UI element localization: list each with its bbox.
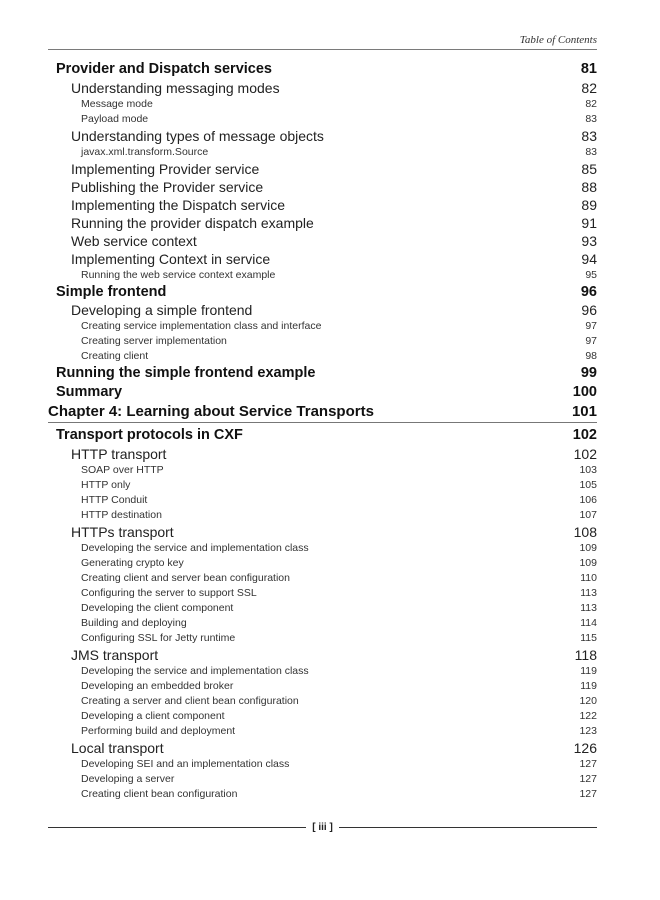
toc-entry-title: Provider and Dispatch services bbox=[56, 61, 272, 77]
toc-entry[interactable] bbox=[48, 250, 597, 268]
toc-entry[interactable] bbox=[48, 232, 597, 250]
toc-entry-title: Implementing Provider service bbox=[71, 160, 260, 177]
toc-entry-page: 98 bbox=[585, 350, 597, 362]
toc-entry[interactable] bbox=[48, 463, 597, 478]
toc-entry-page: 122 bbox=[579, 709, 597, 722]
toc-entry-title: Understanding types of message objects bbox=[71, 127, 324, 144]
toc-chapter-entry[interactable] bbox=[48, 401, 597, 423]
toc-entry-title: HTTP Conduit bbox=[81, 493, 148, 506]
toc-entry-title: Developing the client component bbox=[81, 601, 234, 614]
toc-entry-title: Developing the service and implementation class bbox=[81, 664, 309, 677]
toc-entry-title: Developing the service and implementation class bbox=[81, 541, 309, 554]
toc-entry-page: 105 bbox=[579, 478, 597, 491]
toc-entry[interactable] bbox=[48, 478, 597, 493]
toc-entry[interactable] bbox=[48, 97, 597, 112]
toc-entry-title: javax.xml.transform.Source bbox=[81, 145, 209, 158]
toc-entry[interactable] bbox=[48, 196, 597, 214]
header-rule bbox=[48, 49, 597, 50]
toc-entry-page: 94 bbox=[581, 250, 597, 267]
table-of-contents bbox=[48, 60, 597, 802]
toc-entry-page: 127 bbox=[579, 757, 597, 770]
toc-entry-title: SOAP over HTTP bbox=[81, 463, 164, 476]
toc-entry-page: 114 bbox=[580, 616, 597, 629]
toc-entry[interactable] bbox=[48, 283, 597, 302]
toc-entry[interactable] bbox=[48, 319, 597, 334]
toc-entry-page: 85 bbox=[581, 160, 597, 177]
toc-entry-page: 127 bbox=[579, 787, 597, 800]
toc-entry-title: Developing a simple frontend bbox=[71, 302, 253, 318]
toc-entry-page: 119 bbox=[580, 664, 597, 677]
toc-entry-page: 83 bbox=[585, 145, 597, 158]
toc-entry-page: 82 bbox=[581, 79, 597, 96]
toc-entry-page: 95 bbox=[585, 268, 597, 281]
toc-entry[interactable] bbox=[48, 178, 597, 196]
toc-entry-title: Local transport bbox=[71, 739, 164, 756]
toc-entry-title: JMS transport bbox=[71, 646, 159, 663]
toc-entry[interactable] bbox=[48, 60, 597, 79]
toc-entry-page: 89 bbox=[581, 196, 597, 213]
toc-entry-title: HTTPs transport bbox=[71, 523, 174, 540]
toc-entry-page: 127 bbox=[579, 772, 597, 785]
toc-entry[interactable] bbox=[48, 724, 597, 739]
toc-entry[interactable] bbox=[48, 445, 597, 463]
toc-entry[interactable] bbox=[48, 364, 597, 383]
toc-entry[interactable] bbox=[48, 772, 597, 787]
toc-entry-page: 91 bbox=[581, 214, 597, 231]
toc-entry[interactable] bbox=[48, 757, 597, 772]
toc-entry-page: 83 bbox=[581, 127, 597, 144]
toc-entry-page: 99 bbox=[580, 365, 597, 381]
footer-rule-left bbox=[48, 827, 306, 828]
toc-entry[interactable] bbox=[48, 739, 597, 757]
toc-entry-page: 123 bbox=[579, 724, 597, 737]
toc-entry-page: 118 bbox=[574, 646, 597, 663]
toc-entry-page: 113 bbox=[580, 586, 597, 599]
footer-rule-right bbox=[339, 827, 597, 828]
toc-entry-page: 88 bbox=[581, 178, 597, 195]
toc-entry-title: Publishing the Provider service bbox=[71, 178, 264, 195]
toc-entry-title: Implementing Context in service bbox=[71, 250, 271, 267]
page-footer bbox=[48, 822, 597, 833]
toc-entry-title: Creating client and server bean configuration bbox=[81, 571, 290, 584]
toc-entry[interactable] bbox=[48, 523, 597, 541]
toc-entry[interactable] bbox=[48, 79, 597, 97]
toc-entry-title: Developing a client component bbox=[81, 709, 225, 722]
toc-entry-title: Message mode bbox=[81, 97, 153, 110]
toc-entry-title: HTTP transport bbox=[71, 445, 167, 462]
toc-entry[interactable] bbox=[48, 112, 597, 127]
toc-entry-page: 120 bbox=[579, 694, 597, 707]
toc-entry-title: Running the simple frontend example bbox=[56, 365, 316, 381]
toc-entry[interactable] bbox=[48, 556, 597, 571]
toc-entry-page: 83 bbox=[585, 112, 597, 125]
toc-entry[interactable] bbox=[48, 145, 597, 160]
toc-entry-page: 97 bbox=[585, 335, 597, 347]
toc-entry-title: Generating crypto key bbox=[81, 556, 184, 569]
toc-entry-page: 110 bbox=[580, 571, 597, 584]
toc-entry-title: Implementing the Dispatch service bbox=[71, 196, 285, 213]
toc-entry-title: HTTP destination bbox=[81, 508, 162, 521]
toc-entry[interactable] bbox=[48, 709, 597, 724]
toc-entry[interactable] bbox=[48, 631, 597, 646]
toc-entry[interactable] bbox=[48, 586, 597, 601]
toc-entry-title: Creating client bean configuration bbox=[81, 787, 238, 800]
toc-entry[interactable] bbox=[48, 160, 597, 178]
toc-entry-title: Developing SEI and an implementation class bbox=[81, 757, 290, 770]
toc-entry-page: 97 bbox=[585, 320, 597, 332]
toc-entry-page: 109 bbox=[579, 556, 597, 569]
toc-entry-page: 119 bbox=[580, 679, 597, 692]
toc-entry-page: 100 bbox=[572, 383, 597, 400]
toc-entry[interactable] bbox=[48, 334, 597, 349]
toc-entry[interactable] bbox=[48, 383, 597, 402]
toc-entry[interactable] bbox=[48, 571, 597, 586]
toc-entry-title: Chapter 4: Learning about Service Transports bbox=[48, 403, 374, 420]
toc-entry[interactable] bbox=[48, 349, 597, 364]
toc-entry-title: Understanding messaging modes bbox=[71, 79, 280, 96]
toc-entry[interactable] bbox=[48, 301, 597, 319]
toc-entry-title: Summary bbox=[56, 383, 123, 400]
toc-entry-page: 82 bbox=[585, 97, 597, 110]
toc-entry-title: Configuring SSL for Jetty runtime bbox=[81, 631, 236, 644]
toc-entry-title: Creating a server and client bean configuration bbox=[81, 694, 299, 707]
toc-entry-page: 113 bbox=[580, 601, 597, 614]
toc-entry[interactable] bbox=[48, 679, 597, 694]
toc-entry[interactable] bbox=[48, 268, 597, 283]
toc-entry-page: 93 bbox=[581, 232, 597, 249]
toc-entry-title: HTTP only bbox=[81, 478, 131, 491]
toc-entry-title: Developing a server bbox=[81, 772, 175, 785]
toc-entry-page: 107 bbox=[579, 508, 597, 521]
toc-entry[interactable] bbox=[48, 127, 597, 145]
toc-entry-page: 109 bbox=[579, 541, 597, 554]
toc-entry-page: 102 bbox=[573, 445, 597, 462]
toc-entry-page: 101 bbox=[571, 403, 597, 420]
toc-entry-page: 106 bbox=[579, 493, 597, 506]
toc-entry[interactable] bbox=[48, 787, 597, 802]
toc-entry[interactable] bbox=[48, 616, 597, 631]
toc-entry-page: 103 bbox=[579, 463, 597, 476]
toc-entry-title: Performing build and deployment bbox=[81, 724, 236, 737]
toc-entry[interactable] bbox=[48, 426, 597, 445]
toc-entry[interactable] bbox=[48, 508, 597, 523]
toc-entry-page: 96 bbox=[581, 302, 597, 318]
toc-entry-page: 96 bbox=[580, 283, 597, 300]
toc-entry[interactable] bbox=[48, 541, 597, 556]
toc-entry-title: Creating server implementation bbox=[81, 335, 227, 347]
toc-entry-page: 115 bbox=[580, 631, 597, 644]
toc-entry-title: Building and deploying bbox=[81, 616, 187, 629]
toc-entry-page: 102 bbox=[572, 427, 597, 443]
toc-entry-title: Running the provider dispatch example bbox=[71, 214, 314, 231]
toc-entry-title: Web service context bbox=[71, 232, 197, 249]
running-head-title: Table of Contents bbox=[519, 34, 597, 46]
toc-entry-title: Payload mode bbox=[81, 112, 149, 125]
toc-entry[interactable] bbox=[48, 664, 597, 679]
toc-entry-title: Creating service implementation class and interface bbox=[81, 320, 322, 332]
toc-entry[interactable] bbox=[48, 646, 597, 664]
page-number: [ iii ] bbox=[312, 822, 333, 833]
toc-entry-title: Transport protocols in CXF bbox=[56, 427, 243, 443]
toc-entry[interactable] bbox=[48, 601, 597, 616]
toc-entry-page: 108 bbox=[573, 523, 597, 540]
toc-entry-title: Developing an embedded broker bbox=[81, 679, 234, 692]
toc-entry-title: Running the web service context example bbox=[81, 268, 276, 281]
toc-entry-title: Configuring the server to support SSL bbox=[81, 586, 257, 599]
toc-entry[interactable] bbox=[48, 694, 597, 709]
toc-entry[interactable] bbox=[48, 493, 597, 508]
toc-entry-title: Creating client bbox=[81, 350, 149, 362]
toc-entry[interactable] bbox=[48, 214, 597, 232]
toc-entry-page: 81 bbox=[580, 61, 597, 77]
toc-entry-title: Simple frontend bbox=[56, 283, 167, 300]
toc-entry-page: 126 bbox=[573, 739, 597, 756]
